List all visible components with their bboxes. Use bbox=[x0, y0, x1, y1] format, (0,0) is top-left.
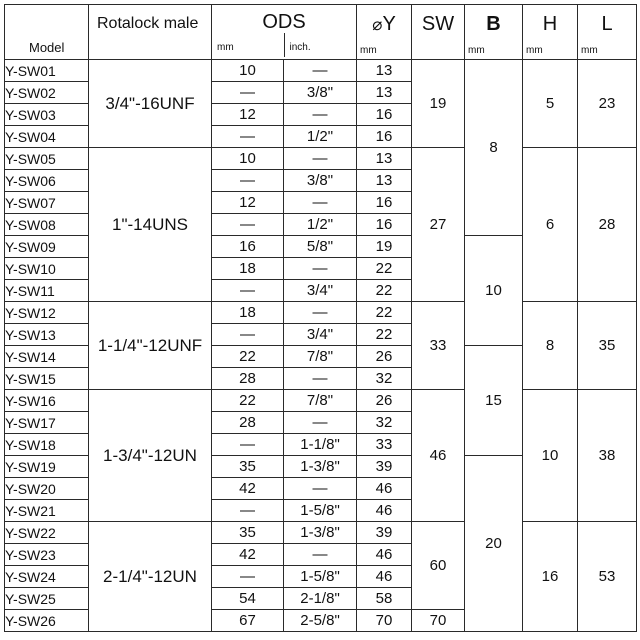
model-cell: Y-SW04 bbox=[5, 126, 89, 148]
ods-mm-cell: 22 bbox=[212, 346, 284, 368]
ods-inch-cell: 2-1/8" bbox=[284, 588, 357, 610]
y-cell: 22 bbox=[357, 324, 412, 346]
b-cell: 20 bbox=[465, 456, 523, 632]
table-row bbox=[5, 302, 637, 324]
y-cell: 26 bbox=[357, 346, 412, 368]
h-cell: 10 bbox=[523, 390, 578, 522]
model-cell: Y-SW14 bbox=[5, 346, 89, 368]
ods-inch-cell: 1/2" bbox=[284, 214, 357, 236]
header-ods-inch: inch. bbox=[289, 42, 311, 53]
model-cell: Y-SW03 bbox=[5, 104, 89, 126]
y-cell: 13 bbox=[357, 170, 412, 192]
model-cell: Y-SW05 bbox=[5, 148, 89, 170]
ods-mm-cell: 10 bbox=[212, 148, 284, 170]
y-cell: 13 bbox=[357, 82, 412, 104]
header-h bbox=[523, 5, 578, 60]
b-cell: 15 bbox=[465, 346, 523, 456]
model-cell: Y-SW18 bbox=[5, 434, 89, 456]
y-cell: 22 bbox=[357, 258, 412, 280]
ods-inch-cell: 1-5/8" bbox=[284, 500, 357, 522]
ods-inch-cell: 3/4" bbox=[284, 280, 357, 302]
model-cell: Y-SW15 bbox=[5, 368, 89, 390]
y-cell: 46 bbox=[357, 478, 412, 500]
header-rotalock bbox=[89, 5, 212, 60]
ods-mm-cell: 12 bbox=[212, 192, 284, 214]
sw-cell: 70 bbox=[412, 610, 465, 632]
header-y-label: Y bbox=[382, 13, 396, 35]
ods-mm-cell: 16 bbox=[212, 236, 284, 258]
y-cell: 16 bbox=[357, 192, 412, 214]
ods-inch-cell: — bbox=[284, 192, 357, 214]
header-sw-label: SW bbox=[421, 13, 455, 35]
sw-cell: 19 bbox=[412, 60, 465, 148]
ods-inch-cell: 1-5/8" bbox=[284, 566, 357, 588]
ods-mm-cell: — bbox=[212, 566, 284, 588]
y-cell: 22 bbox=[357, 280, 412, 302]
ods-mm-cell: 28 bbox=[212, 412, 284, 434]
header-l-unit: mm bbox=[581, 45, 598, 56]
rotalock-thread-cell: 2-1/4"-12UN bbox=[89, 522, 212, 632]
y-cell: 39 bbox=[357, 522, 412, 544]
h-cell: 5 bbox=[523, 60, 578, 148]
ods-mm-cell: 22 bbox=[212, 390, 284, 412]
h-cell: 16 bbox=[523, 522, 578, 632]
y-cell: 33 bbox=[357, 434, 412, 456]
header-y-title bbox=[357, 13, 411, 36]
b-cell: 8 bbox=[465, 60, 523, 236]
ods-mm-cell: — bbox=[212, 280, 284, 302]
y-cell: 13 bbox=[357, 148, 412, 170]
ods-mm-cell: 42 bbox=[212, 478, 284, 500]
header-b-label: B bbox=[486, 13, 501, 35]
header-model bbox=[5, 5, 89, 60]
ods-mm-cell: 10 bbox=[212, 60, 284, 82]
header-sw bbox=[412, 5, 465, 60]
y-cell: 22 bbox=[357, 302, 412, 324]
model-cell: Y-SW10 bbox=[5, 258, 89, 280]
ods-inch-cell: — bbox=[284, 60, 357, 82]
header-ods bbox=[212, 5, 357, 60]
h-cell: 8 bbox=[523, 302, 578, 390]
y-cell: 32 bbox=[357, 368, 412, 390]
ods-inch-cell: 1-3/8" bbox=[284, 522, 357, 544]
ods-mm-cell: 35 bbox=[212, 522, 284, 544]
ods-mm-cell: — bbox=[212, 82, 284, 104]
ods-inch-cell: 3/8" bbox=[284, 170, 357, 192]
y-cell: 70 bbox=[357, 610, 412, 632]
rotalock-thread-cell: 1-1/4"-12UNF bbox=[89, 302, 212, 390]
y-cell: 19 bbox=[357, 236, 412, 258]
header-rotalock-label: Rotalock male bbox=[97, 15, 199, 32]
diameter-icon: ⌀ bbox=[372, 15, 383, 34]
ods-mm-cell: — bbox=[212, 126, 284, 148]
model-cell: Y-SW21 bbox=[5, 500, 89, 522]
ods-inch-cell: 1-1/8" bbox=[284, 434, 357, 456]
y-cell: 16 bbox=[357, 104, 412, 126]
y-cell: 16 bbox=[357, 214, 412, 236]
sw-cell: 46 bbox=[412, 390, 465, 522]
model-cell: Y-SW08 bbox=[5, 214, 89, 236]
model-cell: Y-SW11 bbox=[5, 280, 89, 302]
header-ods-mm: mm bbox=[212, 33, 285, 57]
y-cell: 46 bbox=[357, 566, 412, 588]
l-cell: 35 bbox=[578, 302, 637, 390]
sw-cell: 60 bbox=[412, 522, 465, 610]
ods-mm-cell: — bbox=[212, 214, 284, 236]
rotalock-thread-cell: 1"-14UNS bbox=[89, 148, 212, 302]
table-row bbox=[5, 148, 637, 170]
ods-mm-cell: — bbox=[212, 324, 284, 346]
ods-mm-cell: — bbox=[212, 500, 284, 522]
l-cell: 28 bbox=[578, 148, 637, 302]
model-cell: Y-SW20 bbox=[5, 478, 89, 500]
header-ods-label: ODS bbox=[262, 11, 306, 33]
header-h-unit: mm bbox=[526, 45, 543, 56]
header-y bbox=[357, 5, 412, 60]
l-cell: 23 bbox=[578, 60, 637, 148]
ods-mm-cell: 28 bbox=[212, 368, 284, 390]
header-model-label: Model bbox=[29, 40, 65, 55]
header-h-label: H bbox=[542, 13, 558, 35]
model-cell: Y-SW23 bbox=[5, 544, 89, 566]
y-cell: 46 bbox=[357, 544, 412, 566]
ods-mm-cell: 42 bbox=[212, 544, 284, 566]
header-b bbox=[465, 5, 523, 60]
spec-table bbox=[4, 4, 637, 632]
ods-mm-cell: 12 bbox=[212, 104, 284, 126]
header-b-unit: mm bbox=[468, 45, 485, 56]
ods-inch-cell: — bbox=[284, 104, 357, 126]
y-cell: 58 bbox=[357, 588, 412, 610]
ods-inch-cell: 2-5/8" bbox=[284, 610, 357, 632]
l-cell: 38 bbox=[578, 390, 637, 522]
header-l bbox=[578, 5, 637, 60]
header-ods-units bbox=[212, 33, 356, 57]
rotalock-thread-cell: 3/4"-16UNF bbox=[89, 60, 212, 148]
table-header bbox=[5, 5, 637, 60]
ods-inch-cell: — bbox=[284, 544, 357, 566]
ods-inch-cell: 1-3/8" bbox=[284, 456, 357, 478]
model-cell: Y-SW06 bbox=[5, 170, 89, 192]
ods-inch-cell: 7/8" bbox=[284, 346, 357, 368]
y-cell: 16 bbox=[357, 126, 412, 148]
ods-inch-cell: 3/8" bbox=[284, 82, 357, 104]
header-y-unit: mm bbox=[360, 45, 377, 56]
ods-mm-cell: 18 bbox=[212, 302, 284, 324]
model-cell: Y-SW25 bbox=[5, 588, 89, 610]
model-cell: Y-SW16 bbox=[5, 390, 89, 412]
model-cell: Y-SW26 bbox=[5, 610, 89, 632]
ods-mm-cell: 67 bbox=[212, 610, 284, 632]
y-cell: 32 bbox=[357, 412, 412, 434]
table-row bbox=[5, 522, 637, 544]
ods-inch-cell: — bbox=[284, 478, 357, 500]
ods-mm-cell: 18 bbox=[212, 258, 284, 280]
model-cell: Y-SW01 bbox=[5, 60, 89, 82]
model-cell: Y-SW09 bbox=[5, 236, 89, 258]
ods-mm-cell: — bbox=[212, 170, 284, 192]
model-cell: Y-SW17 bbox=[5, 412, 89, 434]
ods-inch-cell: 5/8" bbox=[284, 236, 357, 258]
header-l-label: L bbox=[601, 13, 613, 35]
ods-mm-cell: 54 bbox=[212, 588, 284, 610]
y-cell: 39 bbox=[357, 456, 412, 478]
model-cell: Y-SW19 bbox=[5, 456, 89, 478]
ods-inch-cell: — bbox=[284, 148, 357, 170]
b-cell: 10 bbox=[465, 236, 523, 346]
ods-inch-cell: — bbox=[284, 412, 357, 434]
ods-inch-cell: 3/4" bbox=[284, 324, 357, 346]
model-cell: Y-SW22 bbox=[5, 522, 89, 544]
y-cell: 46 bbox=[357, 500, 412, 522]
ods-mm-cell: 35 bbox=[212, 456, 284, 478]
ods-inch-cell: — bbox=[284, 302, 357, 324]
sw-cell: 27 bbox=[412, 148, 465, 302]
model-cell: Y-SW07 bbox=[5, 192, 89, 214]
y-cell: 13 bbox=[357, 60, 412, 82]
sw-cell: 33 bbox=[412, 302, 465, 390]
table-row bbox=[5, 60, 637, 82]
model-cell: Y-SW12 bbox=[5, 302, 89, 324]
table-row bbox=[5, 390, 637, 412]
y-cell: 26 bbox=[357, 390, 412, 412]
ods-inch-cell: — bbox=[284, 258, 357, 280]
model-cell: Y-SW02 bbox=[5, 82, 89, 104]
l-cell: 53 bbox=[578, 522, 637, 632]
rotalock-thread-cell: 1-3/4"-12UN bbox=[89, 390, 212, 522]
ods-mm-cell: — bbox=[212, 434, 284, 456]
ods-inch-cell: — bbox=[284, 368, 357, 390]
ods-inch-cell: 7/8" bbox=[284, 390, 357, 412]
model-cell: Y-SW13 bbox=[5, 324, 89, 346]
model-cell: Y-SW24 bbox=[5, 566, 89, 588]
ods-inch-cell: 1/2" bbox=[284, 126, 357, 148]
h-cell: 6 bbox=[523, 148, 578, 302]
table-body bbox=[5, 60, 637, 632]
